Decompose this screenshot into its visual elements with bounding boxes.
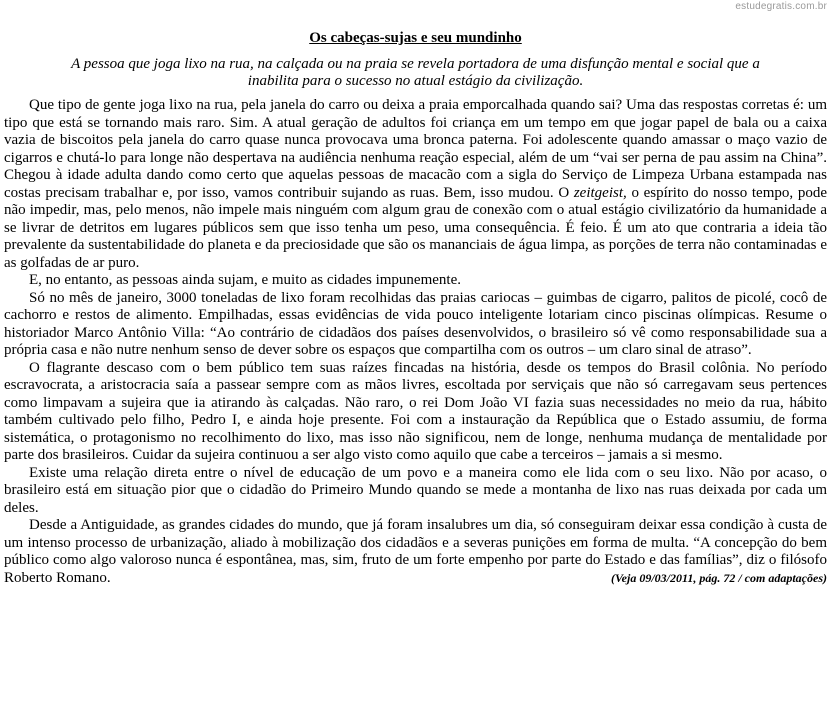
paragraph-3: Só no mês de janeiro, 3000 toneladas de lixo foram recolhidas das praias cariocas – guimbas de cigarro, palitos de picolé, cocô de cachorro e restos de alimento. Empilhadas, essas evidências de vida pouco inteligente lotariam cinco piscinas olímpicas. Resume o historiador Marco Antônio Villa: “Ao contrário de cidadãos dos países desenvolvidos, o brasileiro só vê como responsabilidade sua a própria casa e não nutre nenhum senso de dever sobre os espaços que compartilha com os outros – um claro sinal de atraso”. bbox=[4, 289, 827, 358]
paragraph-1-text-b: o espírito do nosso tempo, pode não impedir, mas, pelo menos, não impele mais ninguém com algum grau de conexão com o atual estágio civilizatório da humanidade a se livrar de detritos em lugares públicos sem que isso tenha um peso, uma consequência. É feio. É um ato que contraria a ideia tão prevalente da sustentabilidade do planeta e da preciosidade que são os mananciais de água limpa, as porções de terra não contaminadas e as golfadas de ar puro. bbox=[4, 184, 827, 271]
article-title: Os cabeças-sujas e seu mundinho bbox=[309, 30, 522, 46]
paragraph-2: E, no entanto, as pessoas ainda sujam, e muito as cidades impunemente. bbox=[29, 272, 461, 288]
article-subtitle: A pessoa que joga lixo na rua, na calçada ou na praia se revela portadora de uma disfunção mental e social que a inabilita para o sucesso no atual estágio da civilização. bbox=[71, 56, 760, 89]
watermark-text: estudegratis.com.br bbox=[735, 1, 827, 12]
article bbox=[4, 0, 827, 587]
paragraph-5: Existe uma relação direta entre o nível de educação de um povo e a maneira como ele lida com o seu lixo. Não por acaso, o brasileiro está em situação pior que o cidadão do Primeiro Mundo quando se mede a montanha de lixo nas ruas deixada por cada um deles. bbox=[4, 464, 827, 516]
paragraph-6-text: Desde a Antiguidade, as grandes cidades do mundo, que já foram insalubres um dia, só conseguiram deixar essa condição à custa de um intenso processo de urbanização, aliado à mobilização dos cidadãos e a severas punições em forma de multa. “A concepção do bem público como algo valoroso nunca é espontânea, mas, sim, fruto de um forte empenho por parte do Estado e das famílias”, diz o filósofo Roberto Romano. bbox=[4, 517, 827, 586]
paragraph-1 bbox=[4, 97, 827, 272]
paragraph-1-italic-term: zeitgeist, bbox=[573, 184, 627, 201]
paragraph-6 bbox=[4, 517, 827, 587]
paragraph-4: O flagrante descaso com o bem público tem suas raízes fincadas na história, desde os tempos do Brasil colônia. No período escravocrata, a aristocracia saía a passear sempre com as mãos livres, escoltada por serviçais que não só carregavam seus pertences como limpavam a sujeira que ia atirando às calçadas. Não raro, o rei Dom João VI fazia suas necessidades no meio da rua, hábito também cultivado pelo filho, Pedro I, e ainda hoje presente. Foi com a instauração da República que o Estado assumiu, de forma sistemática, o protagonismo no recolhimento do lixo, mas isso não significou, nem de longe, nenhuma mudança de mentalidade por parte dos brasileiros. Cuidar da sujeira continuou a ser algo visto como aquilo que cabe a terceiros – jamais a si mesmo. bbox=[4, 359, 827, 463]
paragraph-1-text-a: Que tipo de gente joga lixo na rua, pela janela do carro ou deixa a praia emporcalhada quando sai? Uma das respostas corretas é: um tipo que está se tornando mais raro. Sim. A atual geração de adultos foi criança em um tempo em que jogar papel de bala ou a caixa vazia de biscoitos pela janela do carro quase nunca provocava uma bronca paterna. Foi adolescente quando amassar o maço vazio de cigarros e chutá-lo para longe não despertava na audiência nenhuma reação especial, além de um “vai ser perna de pau assim na China”. Chegou à idade adulta dando como certo que aquelas pessoas de macacão com a sigla do Serviço de Limpeza Urbana estampada nas costas precisam trabalhar e, por isso, vamos contribuir sujando as ruas. Bem, isso mudou. O bbox=[4, 97, 827, 201]
source-citation: (Veja 09/03/2011, pág. 72 / com adaptações) bbox=[611, 570, 827, 585]
